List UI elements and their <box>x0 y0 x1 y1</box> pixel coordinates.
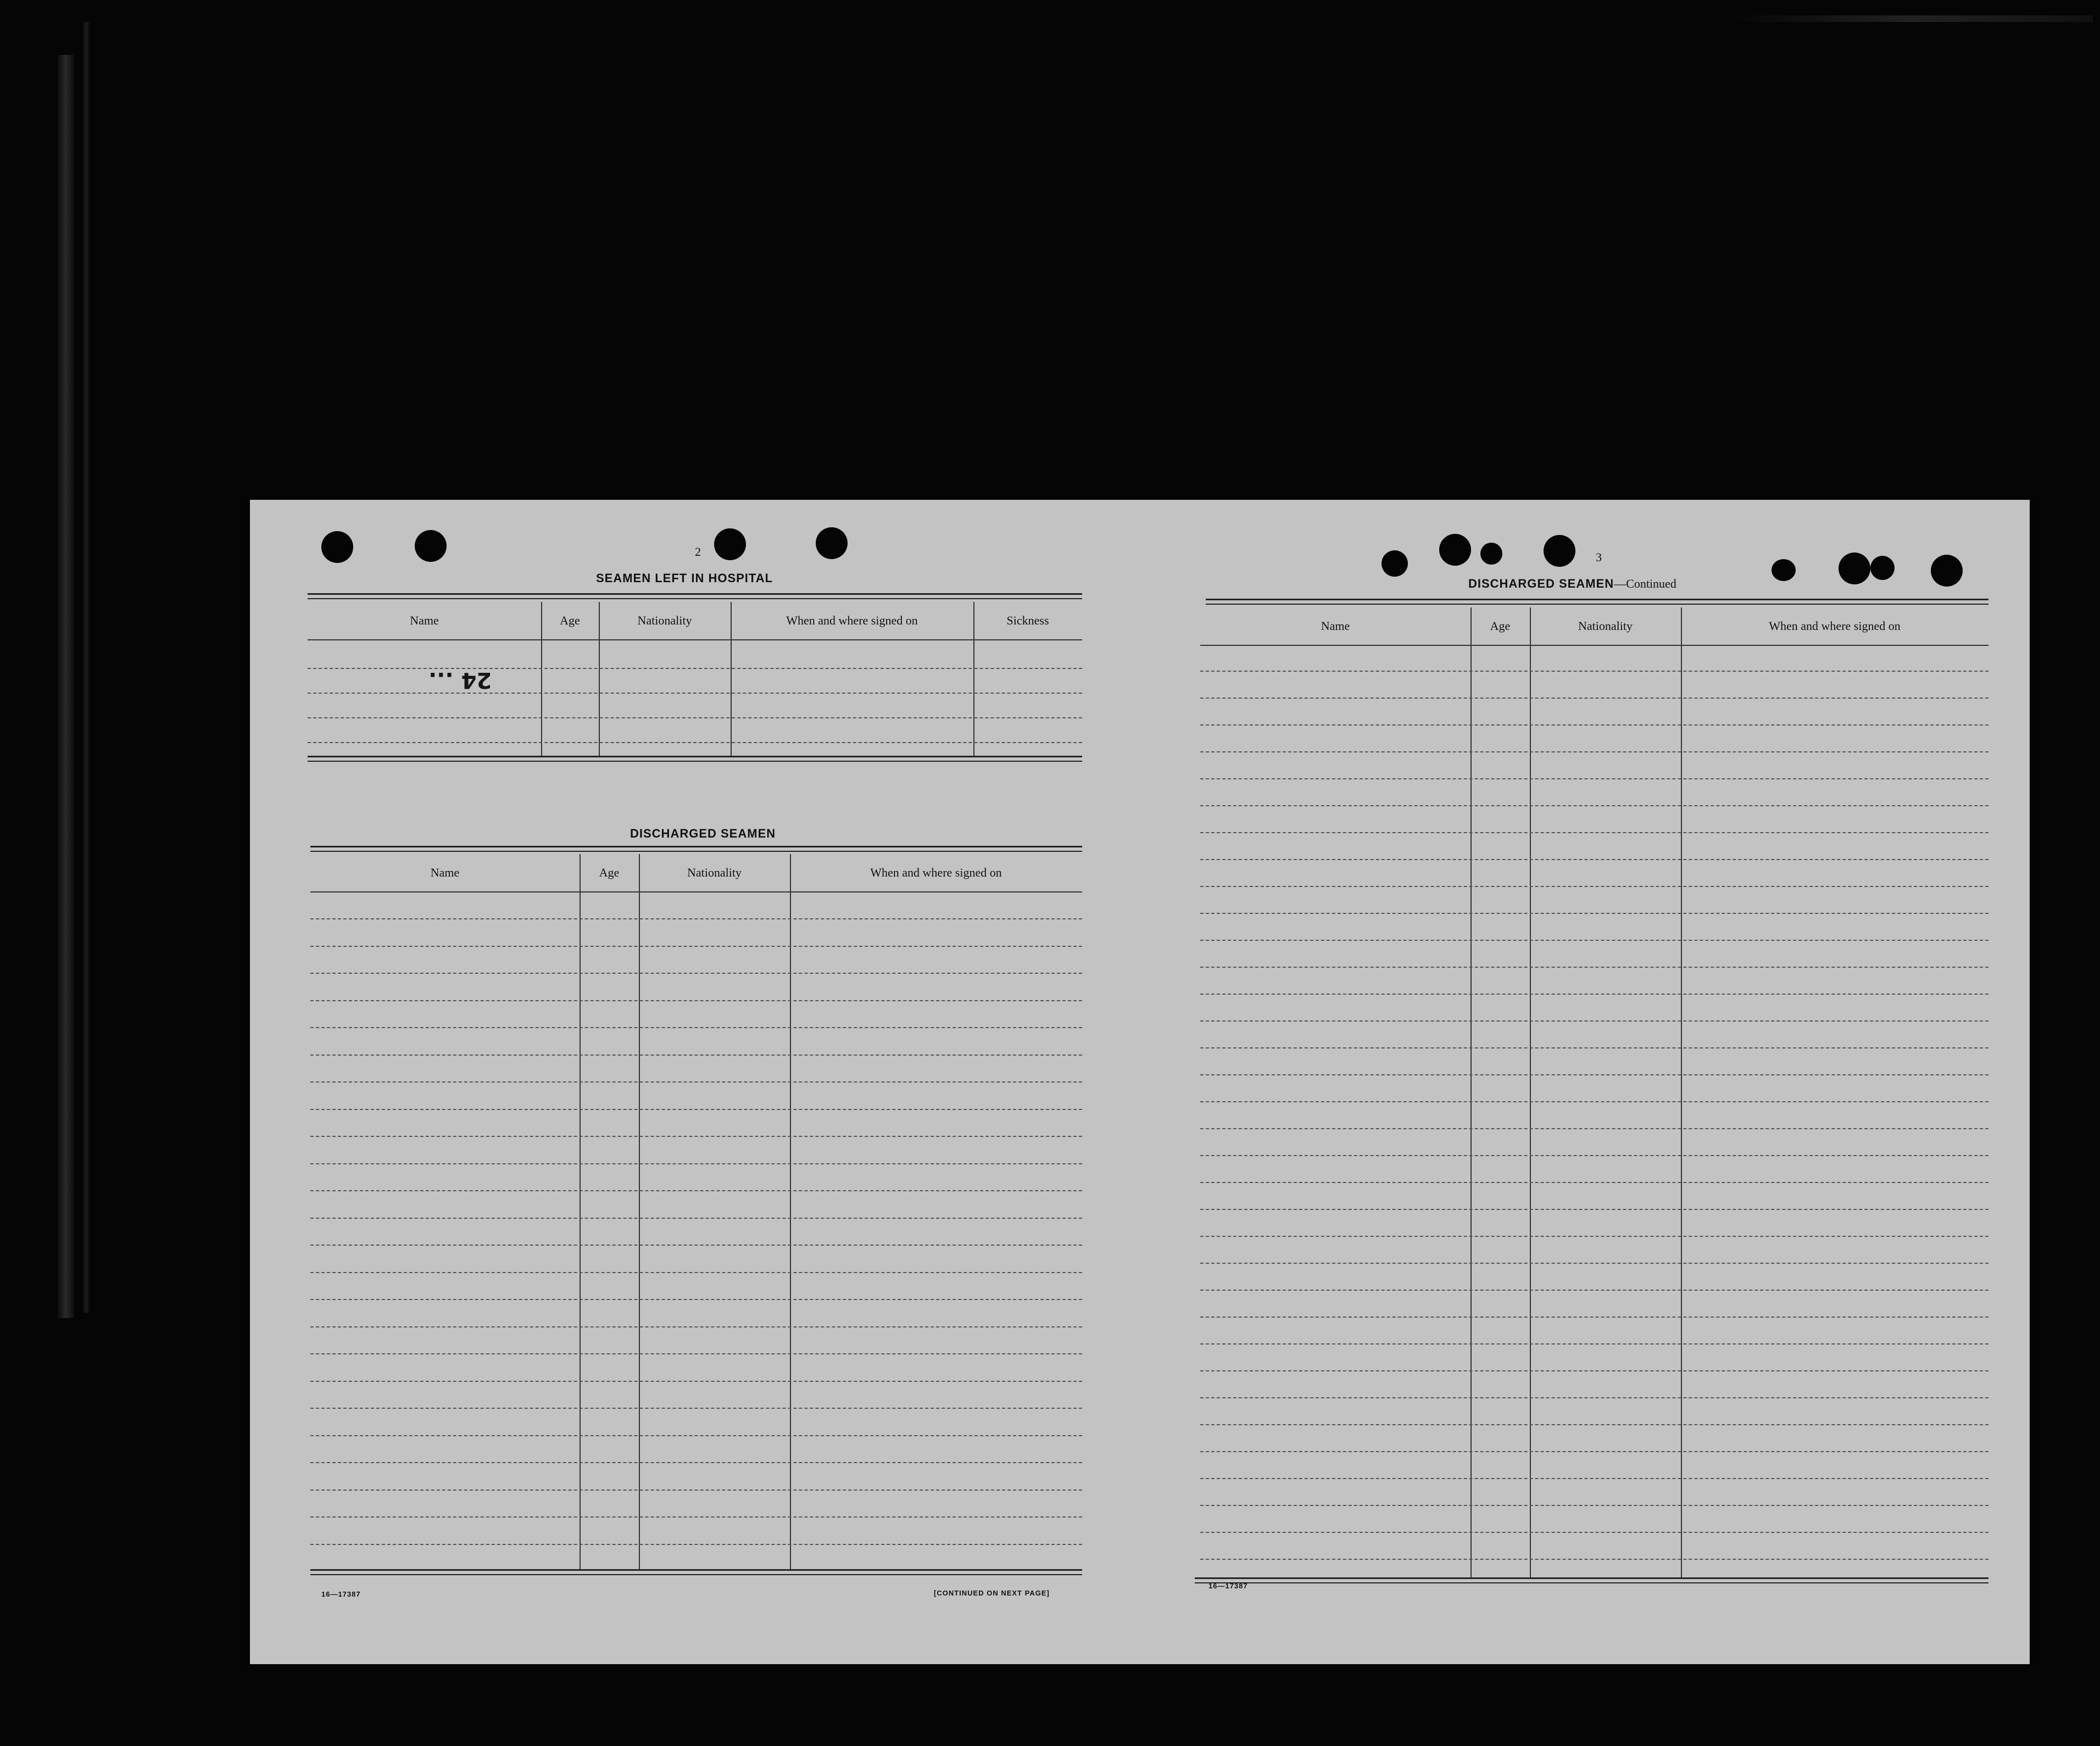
table-row <box>1200 1155 1988 1156</box>
table-row <box>310 1462 1082 1463</box>
discharged-table-left <box>310 854 1082 1569</box>
table-row <box>1200 1397 1988 1398</box>
title-text: DISCHARGED SEAMEN <box>1468 577 1614 590</box>
header-age: Age <box>1490 619 1511 633</box>
table-row <box>308 742 1082 743</box>
table-row <box>1200 1370 1988 1371</box>
header-name: Name <box>430 866 460 879</box>
table-row <box>1200 1478 1988 1479</box>
header-signed-on: When and where signed on <box>786 613 918 627</box>
punch-hole <box>816 527 848 559</box>
table-row <box>310 1490 1082 1491</box>
punch-hole <box>1931 555 1963 587</box>
table-row <box>1200 724 1988 726</box>
table-row <box>1200 1128 1988 1129</box>
page-number: 3 <box>1596 550 1602 564</box>
table-row <box>310 1381 1082 1382</box>
header-signed-on: When and where signed on <box>1769 619 1901 633</box>
table-row <box>1200 805 1988 806</box>
table-row <box>310 1163 1082 1164</box>
header-age: Age <box>560 613 580 627</box>
table-row <box>310 1299 1082 1300</box>
table-row <box>310 1326 1082 1327</box>
double-rule <box>310 1569 1082 1575</box>
punch-hole <box>1382 550 1408 577</box>
table-row <box>310 1245 1082 1246</box>
table-row <box>1200 1101 1988 1102</box>
form-number: 16—17387 <box>1208 1582 1248 1590</box>
table-row <box>310 1055 1082 1056</box>
table-row <box>1200 671 1988 672</box>
column-rule <box>1470 607 1472 1577</box>
table-row <box>310 1272 1082 1273</box>
table-row <box>1200 1236 1988 1237</box>
double-rule <box>308 756 1082 762</box>
header-name: Name <box>410 613 439 627</box>
film-edge <box>58 55 74 1318</box>
table-row <box>308 717 1082 718</box>
table-row <box>310 1027 1082 1028</box>
table-row <box>310 1435 1082 1436</box>
table-row <box>1200 832 1988 833</box>
header-age: Age <box>599 866 620 879</box>
header-nationality: Nationality <box>637 613 692 627</box>
table-row <box>1200 994 1988 995</box>
punch-hole <box>1772 559 1796 581</box>
header-rule <box>310 891 1082 892</box>
table-row <box>1200 1209 1988 1210</box>
table-row <box>1200 778 1988 779</box>
punch-hole <box>1480 543 1502 565</box>
header-rule <box>1200 645 1988 646</box>
table-row <box>310 973 1082 974</box>
header-nationality: Nationality <box>1578 619 1633 633</box>
table-row <box>310 1081 1082 1083</box>
table-row <box>1200 967 1988 968</box>
document-sheet <box>250 500 2030 1664</box>
table-row <box>1200 1290 1988 1291</box>
table-row <box>308 693 1082 694</box>
title-suffix: —Continued <box>1614 577 1676 590</box>
table-row <box>310 918 1082 919</box>
table-row <box>1200 751 1988 752</box>
table-row <box>1200 859 1988 860</box>
header-nationality: Nationality <box>687 866 742 879</box>
section-title-hospital: SEAMEN LEFT IN HOSPITAL <box>596 571 773 585</box>
table-row <box>308 668 1082 669</box>
table-row <box>310 1190 1082 1191</box>
table-row <box>310 1544 1082 1545</box>
double-rule <box>1206 599 1988 605</box>
double-rule <box>1195 1577 1988 1583</box>
table-row <box>1200 1532 1988 1533</box>
punch-hole <box>1870 556 1895 580</box>
column-rule <box>731 602 732 756</box>
film-edge <box>82 22 90 1313</box>
double-rule <box>308 593 1082 599</box>
punch-hole <box>321 531 353 563</box>
punch-hole <box>1544 535 1575 567</box>
table-row <box>1200 886 1988 887</box>
table-row <box>310 1109 1082 1110</box>
table-row <box>1200 1263 1988 1264</box>
table-row <box>1200 698 1988 699</box>
table-row <box>310 1136 1082 1137</box>
column-rule <box>1530 607 1531 1577</box>
column-rule <box>1681 607 1682 1577</box>
table-row <box>310 946 1082 947</box>
section-title-discharged-continued <box>1468 577 1676 591</box>
table-row <box>310 1000 1082 1001</box>
table-row <box>1200 913 1988 914</box>
punch-hole <box>714 528 746 560</box>
header-sickness: Sickness <box>1006 613 1049 627</box>
table-row <box>1200 1424 1988 1425</box>
table-row <box>310 1353 1082 1354</box>
header-name: Name <box>1321 619 1350 633</box>
film-streak <box>1730 15 2093 22</box>
column-rule <box>541 602 542 756</box>
form-number: 16—17387 <box>321 1590 361 1598</box>
table-row <box>1200 1505 1988 1506</box>
punch-hole <box>1839 553 1870 584</box>
table-row <box>1200 940 1988 941</box>
table-row <box>1200 1020 1988 1022</box>
header-signed-on: When and where signed on <box>870 866 1002 879</box>
table-row <box>310 1516 1082 1518</box>
table-row <box>1200 1451 1988 1452</box>
table-row <box>1200 1182 1988 1183</box>
continued-note: [CONTINUED ON NEXT PAGE] <box>934 1589 1050 1597</box>
column-rule <box>973 602 974 756</box>
punch-hole <box>1439 534 1471 566</box>
column-rule <box>599 602 600 756</box>
table-row <box>1200 1343 1988 1345</box>
section-title-discharged: DISCHARGED SEAMEN <box>630 827 776 840</box>
table-row <box>310 1408 1082 1409</box>
punch-hole <box>415 530 447 562</box>
table-row <box>1200 1047 1988 1048</box>
table-row <box>1200 1559 1988 1560</box>
discharged-table-right <box>1200 607 1988 1577</box>
double-rule <box>310 846 1082 852</box>
table-row <box>1200 1317 1988 1318</box>
table-row <box>1200 1074 1988 1075</box>
page-number: 2 <box>695 545 701 559</box>
header-rule <box>308 639 1082 640</box>
handwritten-mark: 24 ... <box>428 667 492 693</box>
table-row <box>310 1218 1082 1219</box>
hospital-table <box>308 602 1082 756</box>
